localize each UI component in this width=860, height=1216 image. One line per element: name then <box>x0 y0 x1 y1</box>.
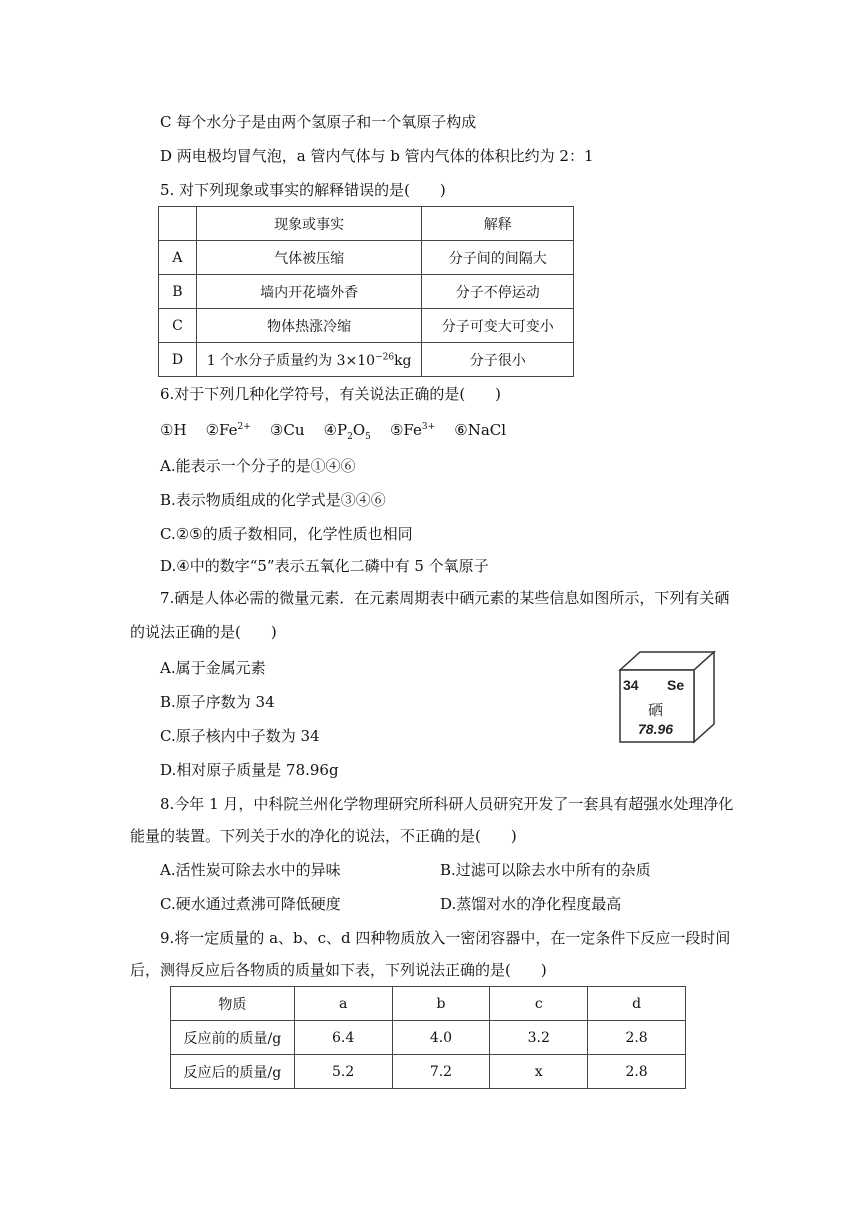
q6-option-c: C.②⑤的质子数相同，化学性质也相同 <box>160 525 413 543</box>
row-label: A <box>159 241 197 275</box>
header-cell: b <box>392 987 490 1021</box>
q7-stem-line1: 7.硒是人体必需的微量元素．在元素周期表中硒元素的某些信息如图所示，下列有关硒 <box>160 589 730 607</box>
fact-suffix: kg <box>394 352 412 369</box>
q6-option-d: D.④中的数字“5”表示五氧化二磷中有 5 个氧原子 <box>160 557 489 575</box>
explain-cell: 分子间的间隔大 <box>422 241 574 275</box>
q4-option-d: D 两电极均冒气泡，a 管内气体与 b 管内气体的体积比约为 2：1 <box>160 147 594 165</box>
row-label: 反应后的质量/g <box>171 1055 295 1089</box>
symbol-4: $④P_2O_5$ <box>323 421 371 442</box>
element-mass: 78.96 <box>638 721 674 737</box>
value-cell: 2.8 <box>588 1021 686 1055</box>
value-cell: 3.2 <box>490 1021 588 1055</box>
fact-cell: 墙内开花墙外香 <box>196 275 422 309</box>
q4-option-c: C 每个水分子是由两个氢原子和一个氧原子构成 <box>160 113 477 131</box>
q8-option-b: B.过滤可以除去水中所有的杂质 <box>440 861 651 879</box>
q6-option-b: B.表示物质组成的化学式是③④⑥ <box>160 491 386 509</box>
header-cell: 物质 <box>171 987 295 1021</box>
header-cell: 现象或事实 <box>196 207 422 241</box>
table-row <box>159 241 574 275</box>
q7-option-c: C.原子核内中子数为 34 <box>160 727 320 745</box>
table-header-row <box>159 207 574 241</box>
q5-table <box>158 206 574 377</box>
table-row <box>159 309 574 343</box>
q9-stem-line2: 后，测得反应后各物质的质量如下表，下列说法正确的是( ) <box>130 961 547 979</box>
table-row <box>159 343 574 377</box>
q8-option-c: C.硬水通过煮沸可降低硬度 <box>160 895 341 913</box>
explain-cell: 分子不停运动 <box>422 275 574 309</box>
q6-stem: 6.对于下列几种化学符号，有关说法正确的是( ) <box>160 385 502 403</box>
q6-symbols <box>160 420 506 440</box>
header-cell: c <box>490 987 588 1021</box>
q7-option-a: A.属于金属元素 <box>160 659 266 677</box>
symbol-5: $⑤Fe^{3+}$ <box>389 421 436 439</box>
q8-stem-line2: 能量的装置。下列关于水的净化的说法，不正确的是( ) <box>130 827 517 845</box>
q5-stem: 5. 对下列现象或事实的解释错误的是( ) <box>160 181 446 199</box>
symbol-2: $②Fe^{2+}$ <box>205 421 251 439</box>
q7-stem-line2: 的说法正确的是( ) <box>130 623 277 641</box>
value-cell: 2.8 <box>588 1055 686 1089</box>
value-cell: 4.0 <box>392 1021 490 1055</box>
selenium-element-cube <box>618 650 718 744</box>
value-cell: 6.4 <box>294 1021 392 1055</box>
fact-prefix: 1 个水分子质量约为 3×10 <box>206 352 376 369</box>
row-label: 反应前的质量/g <box>171 1021 295 1055</box>
q7-option-b: B.原子序数为 34 <box>160 693 275 711</box>
row-label: B <box>159 275 197 309</box>
element-number: 34 <box>623 677 639 693</box>
symbol-6: ⑥NaCl <box>454 421 507 439</box>
table-row <box>171 1021 686 1055</box>
symbol-3: ③Cu <box>269 421 305 439</box>
fact-exponent: −26 <box>375 351 395 362</box>
table-row <box>171 1055 686 1089</box>
fact-cell: 物体热涨冷缩 <box>196 309 422 343</box>
header-cell: a <box>294 987 392 1021</box>
q8-stem-line1: 8.今年 1 月，中科院兰州化学物理研究所科研人员研究开发了一套具有超强水处理净化 <box>160 795 734 813</box>
explain-cell: 分子可变大可变小 <box>422 309 574 343</box>
q8-option-a: A.活性炭可除去水中的异味 <box>160 861 341 879</box>
explain-cell: 分子很小 <box>422 343 574 377</box>
fact-cell <box>196 343 422 377</box>
value-cell: 7.2 <box>392 1055 490 1089</box>
header-cell: 解释 <box>422 207 574 241</box>
q7-option-d: D.相对原子质量是 78.96g <box>160 761 339 779</box>
table-header-row <box>171 987 686 1021</box>
table-row <box>159 275 574 309</box>
row-label: C <box>159 309 197 343</box>
header-cell: d <box>588 987 686 1021</box>
q8-option-d: D.蒸馏对水的净化程度最高 <box>440 895 622 913</box>
row-label: D <box>159 343 197 377</box>
q9-table <box>170 986 686 1089</box>
element-name: 硒 <box>648 701 664 719</box>
header-cell <box>159 207 197 241</box>
value-cell: x <box>490 1055 588 1089</box>
element-symbol: Se <box>667 677 685 693</box>
symbol-1: ①H <box>160 421 187 439</box>
fact-cell: 气体被压缩 <box>196 241 422 275</box>
value-cell: 5.2 <box>294 1055 392 1089</box>
q6-option-a: A.能表示一个分子的是①④⑥ <box>160 457 356 475</box>
q9-stem-line1: 9.将一定质量的 a、b、c、d 四种物质放入一密闭容器中，在一定条件下反应一段时间 <box>160 929 731 947</box>
